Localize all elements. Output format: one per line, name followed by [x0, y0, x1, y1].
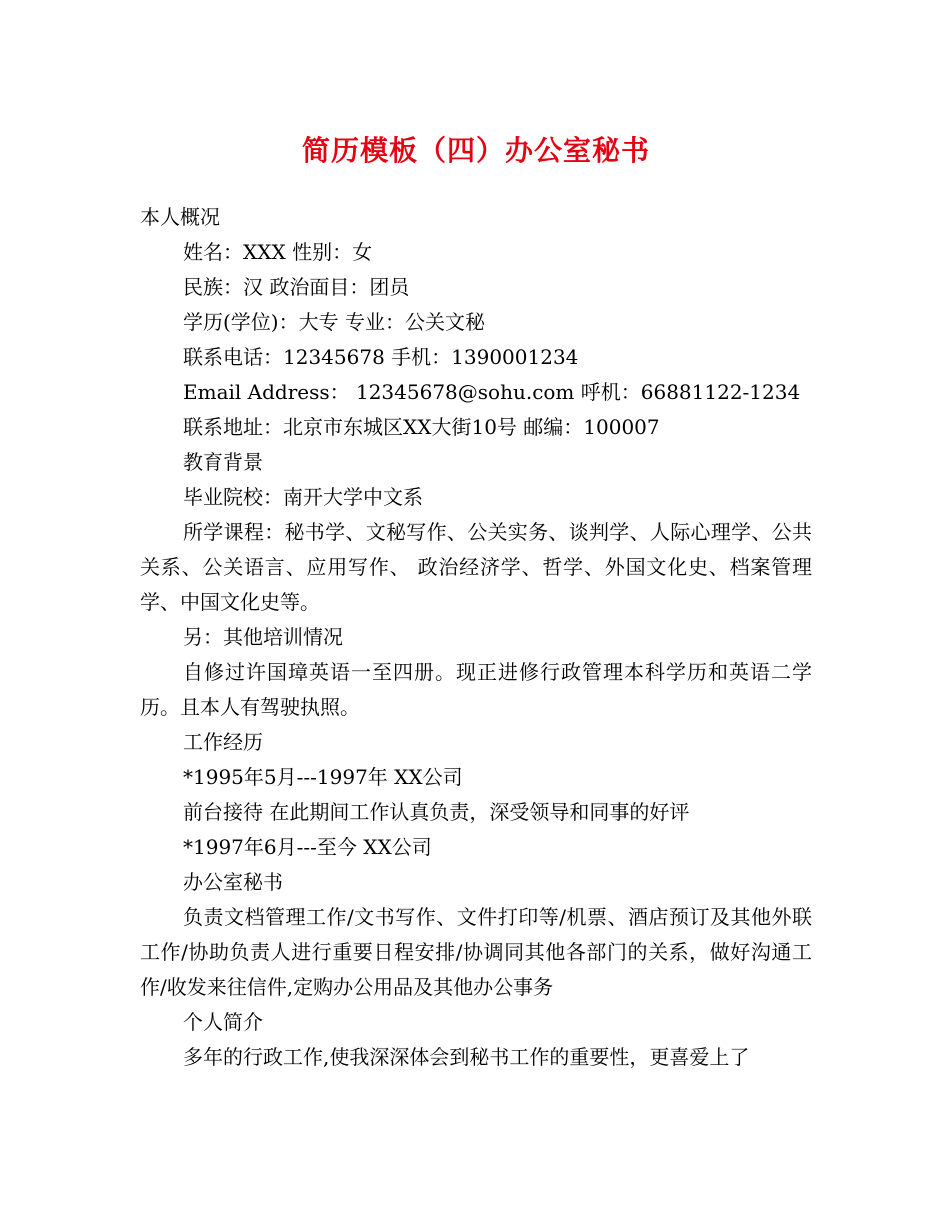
- document-title: 简历模板（四）办公室秘书: [301, 134, 650, 167]
- job-description: 办公室秘书: [183, 870, 283, 894]
- info-name-gender: 姓名：XXX 性别：女: [183, 240, 373, 264]
- info-education-major: 学历(学位)：大专 专业：公关文秘: [183, 310, 485, 334]
- education-school: 毕业院校：南开大学中文系: [183, 485, 423, 509]
- section-heading-overview: 本人概况: [140, 205, 220, 229]
- info-email-pager: Email Address： 12345678@sohu.com 呼机：66881122-1234: [183, 380, 801, 404]
- profile-text: 多年的行政工作,使我深深体会到秘书工作的重要性，更喜爱上了: [183, 1045, 750, 1069]
- section-heading-profile: 个人简介: [183, 1010, 263, 1034]
- job-description: 前台接待 在此期间工作认真负责，深受领导和同事的好评: [183, 800, 690, 824]
- job-duties: 负责文档管理工作/文书写作、文件打印等/机票、酒店预订及其他外联工作/协助负责人进行重要日程安排/协调同其他各部门的关系，做好沟通工作/收发来往信件,定购办公用品及其他办公事务: [140, 905, 812, 999]
- info-phone-mobile: 联系电话：12345678 手机：1390001234: [183, 345, 579, 369]
- section-heading-work: 工作经历: [183, 730, 263, 754]
- info-address-postcode: 联系地址：北京市东城区XX大街10号 邮编：100007: [183, 415, 660, 439]
- training-heading: 另：其他培训情况: [183, 625, 343, 649]
- training-text: 自修过许国璋英语一至四册。现正进修行政管理本科学历和英语二学历。且本人有驾驶执照。: [140, 660, 812, 719]
- job-period: *1997年6月---至今 XX公司: [183, 835, 432, 859]
- job-period: *1995年5月---1997年 XX公司: [183, 765, 463, 789]
- info-ethnic-political: 民族：汉 政治面目：团员: [183, 275, 410, 299]
- document-body: [140, 200, 812, 1075]
- section-heading-education: 教育背景: [183, 450, 263, 474]
- education-courses: 所学课程：秘书学、文秘写作、公关实务、谈判学、人际心理学、公共关系、公关语言、应用写作、 政治经济学、哲学、外国文化史、档案管理学、中国文化史等。: [140, 520, 812, 614]
